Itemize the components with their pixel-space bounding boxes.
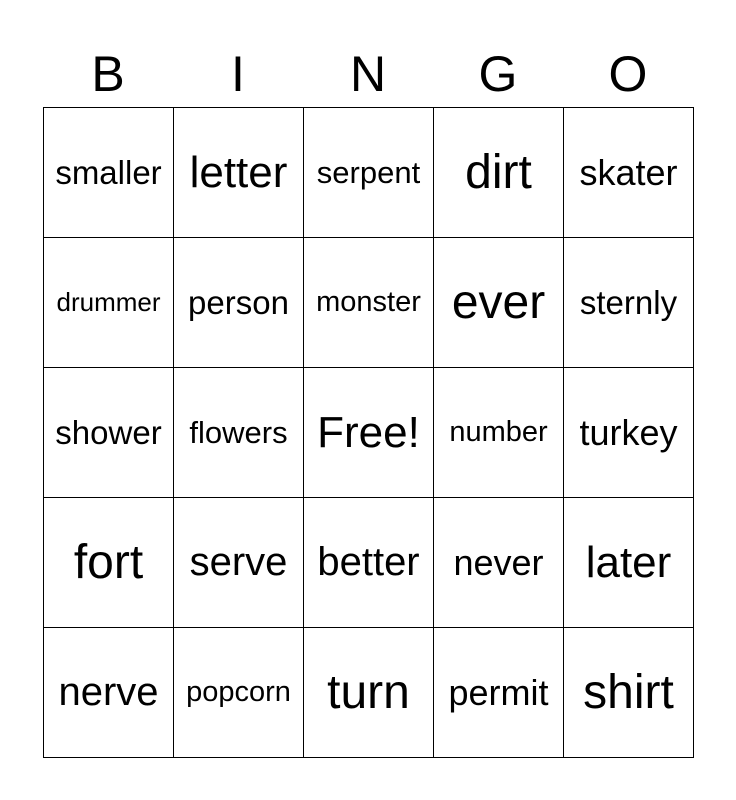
bingo-cell[interactable]: turn <box>304 628 434 758</box>
bingo-cell[interactable]: monster <box>304 238 434 368</box>
bingo-board <box>43 107 694 758</box>
bingo-free-space[interactable]: Free! <box>304 368 434 498</box>
bingo-cell[interactable]: shower <box>44 368 174 498</box>
bingo-cell[interactable]: skater <box>564 108 694 238</box>
bingo-cell[interactable]: popcorn <box>174 628 304 758</box>
bingo-cell[interactable]: ever <box>434 238 564 368</box>
bingo-cell[interactable]: never <box>434 498 564 628</box>
bingo-cell[interactable]: sternly <box>564 238 694 368</box>
header-letter-g: G <box>478 46 518 102</box>
bingo-cell[interactable]: later <box>564 498 694 628</box>
header-letter-i: I <box>231 46 245 102</box>
header-letter-n: N <box>349 46 387 102</box>
bingo-cell[interactable]: letter <box>174 108 304 238</box>
bingo-cell[interactable]: drummer <box>44 238 174 368</box>
bingo-cell[interactable]: flowers <box>174 368 304 498</box>
bingo-cell[interactable]: shirt <box>564 628 694 758</box>
bingo-cell[interactable]: permit <box>434 628 564 758</box>
bingo-cell[interactable]: serve <box>174 498 304 628</box>
header-letter-b: B <box>91 46 125 102</box>
bingo-cell[interactable]: number <box>434 368 564 498</box>
bingo-cell[interactable]: turkey <box>564 368 694 498</box>
bingo-cell[interactable]: person <box>174 238 304 368</box>
bingo-cell[interactable]: dirt <box>434 108 564 238</box>
header-letter-o: O <box>608 46 648 102</box>
bingo-cell[interactable]: serpent <box>304 108 434 238</box>
bingo-cell[interactable]: nerve <box>44 628 174 758</box>
bingo-cell[interactable]: smaller <box>44 108 174 238</box>
bingo-cell[interactable]: better <box>304 498 434 628</box>
bingo-header <box>43 40 693 108</box>
bingo-cell[interactable]: fort <box>44 498 174 628</box>
